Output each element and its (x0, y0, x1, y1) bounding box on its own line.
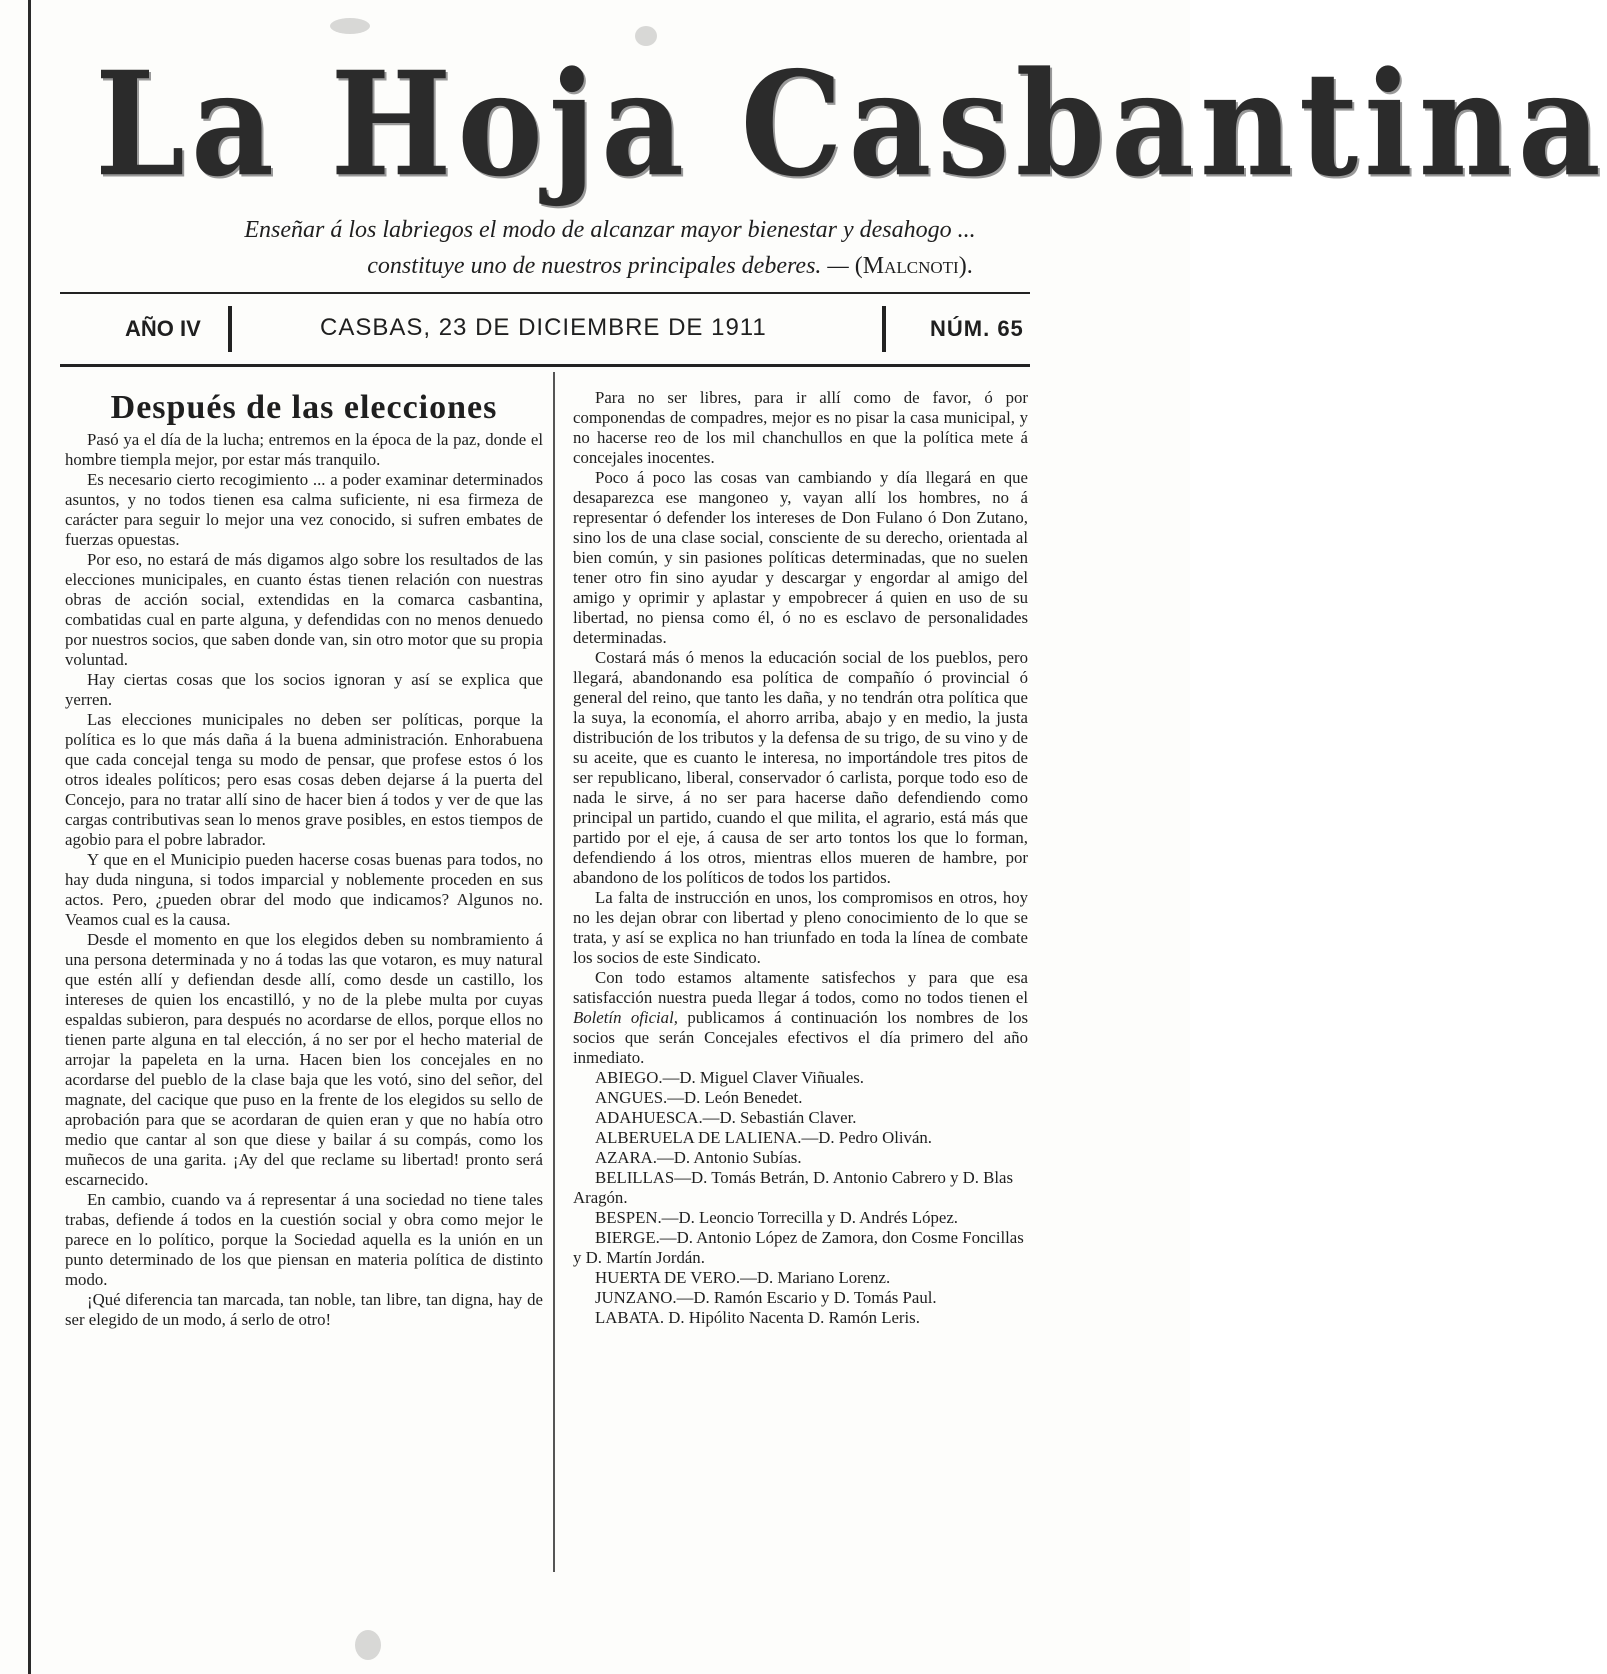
page-edge-rule (28, 0, 31, 1674)
councillor-entry: ADAHUESCA.—D. Sebastián Claver. (595, 1108, 857, 1127)
councillor-entry: AZARA.—D. Antonio Subías. (595, 1148, 802, 1167)
councillor-entry: BIERGE.—D. Antonio López de Zamora, don Cosme Foncillas y D. Martín Jordán. (573, 1228, 1024, 1267)
header-rule-top (60, 292, 1030, 294)
left-column (65, 388, 543, 1330)
paragraph: Hay ciertas cosas que los socios ignoran y así se explica que yerren. (65, 670, 543, 709)
motto-line-2-text: constituye uno de nuestros principales deberes. — (367, 253, 849, 279)
paragraph: ¡Qué diferencia tan marcada, tan noble, tan libre, tan digna, hay de ser elegido de un modo, á serlo de otro! (65, 1290, 543, 1329)
issue-number: NÚM. 65 (930, 316, 1024, 341)
ink-stain (355, 1630, 381, 1660)
councillor-entry: BESPEN.—D. Leoncio Torrecilla y D. Andrés López. (595, 1208, 958, 1227)
issue-info-bar (60, 300, 1030, 358)
councillor-entry: BELILLAS—D. Tomás Betrán, D. Antonio Cabrero y D. Blas Aragón. (573, 1168, 1013, 1207)
paragraph: Es necesario cierto recogimiento ... a poder examinar determinados asuntos, y no todos tienen esa calma suficiente, ni esa firmeza de carácter para seguir lo mejor una vez conocido, si sufren embates de fuerzas opuestas. (65, 470, 543, 549)
ink-stain (330, 18, 370, 34)
paragraph: Desde el momento en que los elegidos deben su nombramiento á una persona determinada y no á todas las que votaron, es muy natural que estén allí y defiendan desde allí, como desde un castillo, los intereses de quien los encastilló, y no de la plebe multa por cuyas espaldas subieron, para después no acordarse de ellos, porque ellos no tienen parte alguna en tal elección, á no ser por el hecho material de arrojar la papeleta en la urna. Hacen bien los concejales en no acordarse del pueblo de la clase baja que les votó, sino del señor, del magnate, del cacique que puso en la frente de los elegidos su sello de aprobación para que se acordaran de quien eran y que no había otro medio que cantar al son que diese y bailar á su compás, como los muñecos de una garita. ¡Ay del que reclame su libertad! pronto será escarnecido. (65, 930, 543, 1189)
paragraph: Por eso, no estará de más digamos algo sobre los resultados de las elecciones municipales, en cuanto éstas tienen relación con nuestras obras de acción social, extendidas en la comarca casbantina, combatidas cual en parte alguna, y defendidas con no menos denuedo por nuestros socios, que saben donde van, sin otro motor que su propia voluntad. (65, 550, 543, 669)
motto (200, 212, 1020, 284)
motto-line-2 (200, 248, 1020, 284)
councillor-entry: LABATA. D. Hipólito Nacenta D. Ramón Leris. (595, 1308, 920, 1327)
masthead (95, 40, 1607, 210)
bulletin-intro (573, 968, 1028, 1068)
article-headline: Después de las elecciones (110, 389, 498, 426)
paragraph: Y que en el Municipio pueden hacerse cosas buenas para todos, no hay duda ninguna, si todos imparcial y noblemente proceden en sus actos. Pero, ¿pueden obrar del modo que indicamos? Algunos no. Veamos cual es la causa. (65, 850, 543, 929)
paragraph: Las elecciones municipales no deben ser políticas, porque la política es lo que más daña á la buena administración. Enhorabuena que cada concejal tenga su modo de pensar, que profese estos ó los otros ideales políticos; pero esas cosas deben dejarse á la puerta del Concejo, para no tratar allí sino de hacer bien á todos y ver de que las cargas contributivas sean lo menos grave posibles, en estos tiempos de agobio para el pobre labrador. (65, 710, 543, 849)
motto-author: (Malcnoti). (854, 253, 973, 279)
paragraph: Pasó ya el día de la lucha; entremos en la época de la paz, donde el hombre tiempla mejor, por estar más tranquilo. (65, 430, 543, 469)
bulletin-intro-before: Con todo estamos altamente satisfechos y para que esa satisfacción nuestra pueda llegar á todos, como no todos tienen el (573, 968, 1028, 1007)
paragraph: En cambio, cuando va á representar á una sociedad no tiene tales trabas, defiende á todos en la cuestión social y obra como mejor le parece en lo político, porque la Sociedad aquella es la unión en un punto determinado de los que piensan en materia política de distinto modo. (65, 1190, 543, 1289)
motto-line-1: Enseñar á los labriegos el modo de alcanzar mayor bienestar y desahogo ... (244, 217, 976, 243)
councillor-entry: JUNZANO.—D. Ramón Escario y D. Tomás Paul. (595, 1288, 937, 1307)
bulletin-name: Boletín oficial, (573, 1008, 678, 1027)
ink-stain (635, 26, 657, 46)
paragraph: Poco á poco las cosas van cambiando y día llegará en que desaparezca ese mangoneo y, vayan allí los hombres, no á representar ó defender los intereses de Don Fulano ó Don Zutano, sino los de una clase social, consciente de su derecho, orientada al bien común, y sin pasiones políticas determinadas, que no suelen tener otro fin sino ayudar y descargar y engordar al amigo del amigo y oprimir y aplastar y empobrecer á quien en uso de su libertad, no piensa como él, ó no es esclavo de personalidades determinadas. (573, 468, 1028, 647)
column-divider (553, 372, 555, 1572)
right-column (573, 388, 1028, 1328)
issue-year: AÑO IV (125, 316, 201, 341)
bulletin-intro-after: publicamos á continuación los nombres de los socios que serán Concejales efectivos el día primero del año inmediato. (573, 1008, 1028, 1067)
councillor-list (573, 1068, 1028, 1328)
councillor-entry: ANGUES.—D. León Benedet. (595, 1088, 803, 1107)
bracket-divider (882, 306, 886, 352)
councillor-entry: ALBERUELA DE LALIENA.—D. Pedro Oliván. (595, 1128, 932, 1147)
issue-dateline: CASBAS, 23 DE DICIEMBRE DE 1911 (320, 314, 767, 341)
paragraph: Para no ser libres, para ir allí como de favor, ó por componendas de compadres, mejor es no pisar la casa municipal, y no hacerse reo de los mil chanchullos en que la política mete á concejales inocentes. (573, 388, 1028, 467)
bracket-divider (228, 306, 232, 352)
paragraph: La falta de instrucción en unos, los compromisos en otros, hoy no les dejan obrar con libertad y pleno conocimiento de lo que se trata, y así se explica no han triunfado en toda la línea de combate los socios de este Sindicato. (573, 888, 1028, 967)
councillor-entry: HUERTA DE VERO.—D. Mariano Lorenz. (595, 1268, 891, 1287)
paragraph: Costará más ó menos la educación social de los pueblos, pero llegará, abandonando esa política de compañío ó provincial ó general del reino, que tanto les daña, y no tendrán otra política que la suya, la economía, el ahorro arriba, abajo y en medio, la justa distribución de los tributos y la defensa de su trigo, de su vino y de su aceite, que es cuanto le interesa, no importándole tres pitos de ser republicano, liberal, conservador ó carlista, porque todo eso de nada le sirve, á no ser para hacerse daño defendiendo como principal un partido, cuando el que milita, el agrario, está más que partido por el eje, á causa de ser arto tontos los que lo forman, defendiendo á los otros, mientras ellos mueren de hambre, por abandono de los políticos de todos los partidos. (573, 648, 1028, 887)
newspaper-title: La Hoja Casbantina (95, 41, 1607, 210)
left-paragraphs (65, 430, 543, 1330)
header-rule-bottom (60, 364, 1030, 367)
councillor-entry: ABIEGO.—D. Miguel Claver Viñuales. (595, 1068, 865, 1087)
